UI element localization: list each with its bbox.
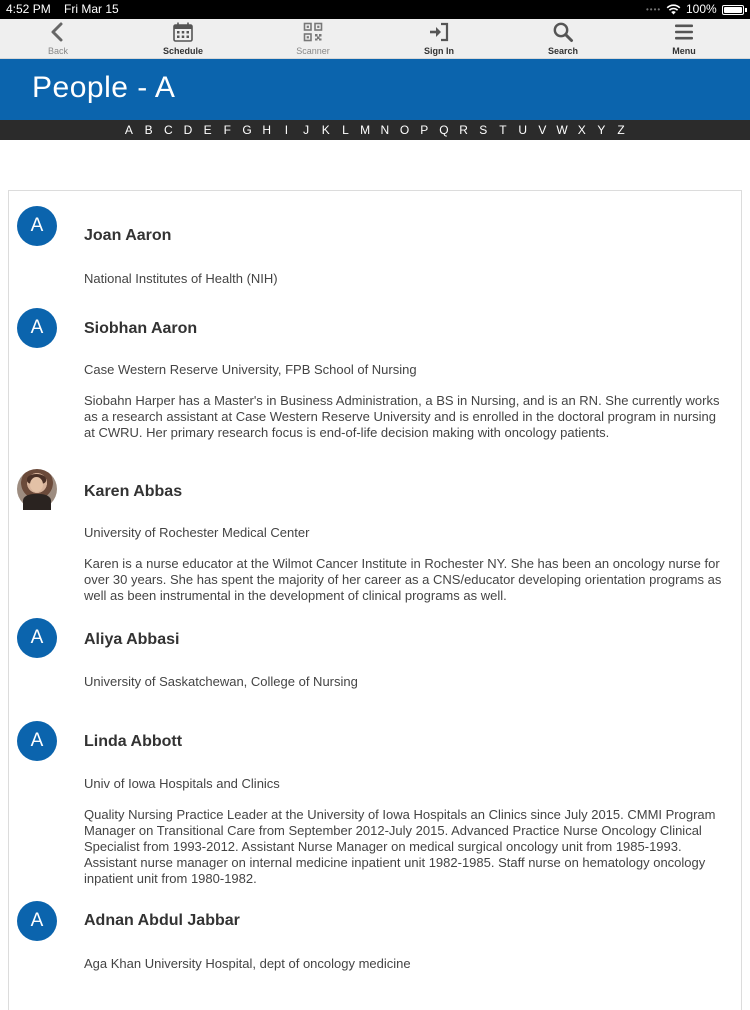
alphabet-letter-f[interactable]: F bbox=[223, 123, 232, 137]
search-button[interactable] bbox=[518, 19, 608, 59]
status-date: Fri Mar 15 bbox=[64, 2, 119, 16]
alphabet-letter-h[interactable]: H bbox=[262, 123, 272, 137]
alphabet-letter-s[interactable]: S bbox=[479, 123, 488, 137]
scanner-label: Scanner bbox=[296, 46, 330, 56]
scanner-button[interactable] bbox=[268, 19, 358, 59]
page-header bbox=[0, 59, 750, 120]
person-organization: University of Rochester Medical Center bbox=[84, 525, 310, 540]
alphabet-letter-v[interactable]: V bbox=[538, 123, 547, 137]
page-title: People - A bbox=[32, 71, 176, 104]
person-item[interactable] bbox=[9, 891, 742, 981]
alphabet-letter-z[interactable]: Z bbox=[617, 123, 625, 137]
alphabet-letter-r[interactable]: R bbox=[459, 123, 468, 137]
avatar: A bbox=[17, 618, 57, 658]
alphabet-letter-b[interactable]: B bbox=[144, 123, 153, 137]
hamburger-menu-icon bbox=[673, 21, 695, 43]
sign-in-label: Sign In bbox=[424, 46, 454, 56]
alphabet-letter-y[interactable]: Y bbox=[597, 123, 606, 137]
alphabet-index bbox=[0, 120, 750, 140]
alphabet-letter-e[interactable]: E bbox=[203, 123, 212, 137]
alphabet-letter-a[interactable]: A bbox=[124, 123, 133, 137]
alphabet-letter-d[interactable]: D bbox=[183, 123, 193, 137]
avatar: A bbox=[17, 721, 57, 761]
alphabet-letter-m[interactable]: M bbox=[360, 123, 371, 137]
alphabet-letter-g[interactable]: G bbox=[242, 123, 252, 137]
person-name: Joan Aaron bbox=[84, 227, 172, 244]
alphabet-letter-c[interactable]: C bbox=[163, 123, 173, 137]
person-bio: Quality Nursing Practice Leader at the University of Iowa Hospitals an Clinics since July 2015. CMMI Program Manager on Transitional Care from September 2012-July 2015. Advanced Practice Nurse Oncology Clinical Specialist from 1993-2012. Assistant Nurse Manager on medical surgical oncology unit from 1985-1993. Assistant nurse manager on internal medicine inpatient unit 1982-1985. Staff nurse on hematology oncology inpatient unit from 1980-1982. bbox=[84, 807, 716, 886]
avatar: A bbox=[17, 901, 57, 941]
photo-body bbox=[23, 494, 51, 510]
chevron-left-icon bbox=[47, 21, 69, 43]
sign-in-icon bbox=[428, 21, 450, 43]
top-toolbar bbox=[0, 19, 750, 59]
avatar: A bbox=[17, 206, 57, 246]
person-organization: National Institutes of Health (NIH) bbox=[84, 271, 278, 286]
people-list bbox=[8, 190, 742, 1010]
wifi-icon bbox=[666, 3, 681, 15]
search-label: Search bbox=[547, 46, 579, 56]
battery-percent: 100% bbox=[686, 2, 717, 16]
person-item[interactable] bbox=[9, 713, 742, 893]
menu-button[interactable] bbox=[639, 19, 729, 59]
back-label: Back bbox=[47, 46, 68, 56]
alphabet-letter-t[interactable]: T bbox=[499, 123, 507, 137]
alphabet-letter-w[interactable]: W bbox=[556, 123, 568, 137]
status-bar bbox=[0, 0, 750, 19]
person-bio: Siobahn Harper has a Master's in Business Administration, a BS in Nursing, and is an RN. She currently works as a research assistant at Case Western Reserve University and is enrolled in the doctoral program in nursing at CWRU. Her primary research focus is end-of-life decision making with oncology patients. bbox=[84, 393, 720, 440]
battery-nub bbox=[745, 8, 747, 12]
person-organization: Univ of Iowa Hospitals and Clinics bbox=[84, 776, 280, 791]
person-bio: Karen is a nurse educator at the Wilmot Cancer Institute in Rochester NY. She has been an oncology nurse for over 30 years. She has spent the majority of her career as a CNS/educator developing orientation programs as well as been instrumental in the development of clinical programs as well. bbox=[84, 556, 722, 603]
alphabet-letter-l[interactable]: L bbox=[342, 123, 349, 137]
person-item[interactable] bbox=[9, 463, 742, 608]
alphabet-letter-n[interactable]: N bbox=[380, 123, 390, 137]
person-name: Linda Abbott bbox=[84, 733, 183, 750]
person-item[interactable] bbox=[9, 201, 742, 291]
alphabet-letter-q[interactable]: Q bbox=[439, 123, 449, 137]
person-name: Siobhan Aaron bbox=[84, 320, 198, 337]
menu-label: Menu bbox=[672, 46, 696, 56]
back-button[interactable] bbox=[13, 19, 103, 59]
person-name: Aliya Abbasi bbox=[84, 631, 180, 648]
alphabet-letter-i[interactable]: I bbox=[284, 123, 289, 137]
status-time: 4:52 PM bbox=[6, 2, 51, 16]
alphabet-letter-k[interactable]: K bbox=[321, 123, 330, 137]
qr-code-icon bbox=[302, 21, 324, 43]
battery-icon bbox=[722, 5, 744, 15]
alphabet-letter-j[interactable]: J bbox=[303, 123, 310, 137]
person-name: Adnan Abdul Jabbar bbox=[84, 912, 240, 929]
person-item[interactable] bbox=[9, 611, 742, 706]
alphabet-letter-x[interactable]: X bbox=[577, 123, 586, 137]
schedule-label: Schedule bbox=[162, 46, 203, 56]
person-organization: Case Western Reserve University, FPB School of Nursing bbox=[84, 362, 417, 377]
search-icon bbox=[552, 21, 574, 43]
calendar-icon bbox=[172, 21, 194, 43]
alphabet-letter-p[interactable]: P bbox=[420, 123, 429, 137]
avatar-photo bbox=[17, 469, 57, 509]
photo-face bbox=[30, 477, 43, 492]
person-name: Karen Abbas bbox=[84, 483, 183, 500]
person-item[interactable] bbox=[9, 299, 742, 459]
alphabet-letter-o[interactable]: O bbox=[399, 123, 410, 137]
avatar: A bbox=[17, 308, 57, 348]
signal-dots-icon: •••• bbox=[646, 5, 662, 14]
sign-in-button[interactable] bbox=[394, 19, 484, 59]
person-organization: University of Saskatchewan, College of Nursing bbox=[84, 674, 358, 689]
person-organization: Aga Khan University Hospital, dept of oncology medicine bbox=[84, 956, 411, 971]
alphabet-letter-u[interactable]: U bbox=[518, 123, 527, 137]
schedule-button[interactable] bbox=[138, 19, 228, 59]
